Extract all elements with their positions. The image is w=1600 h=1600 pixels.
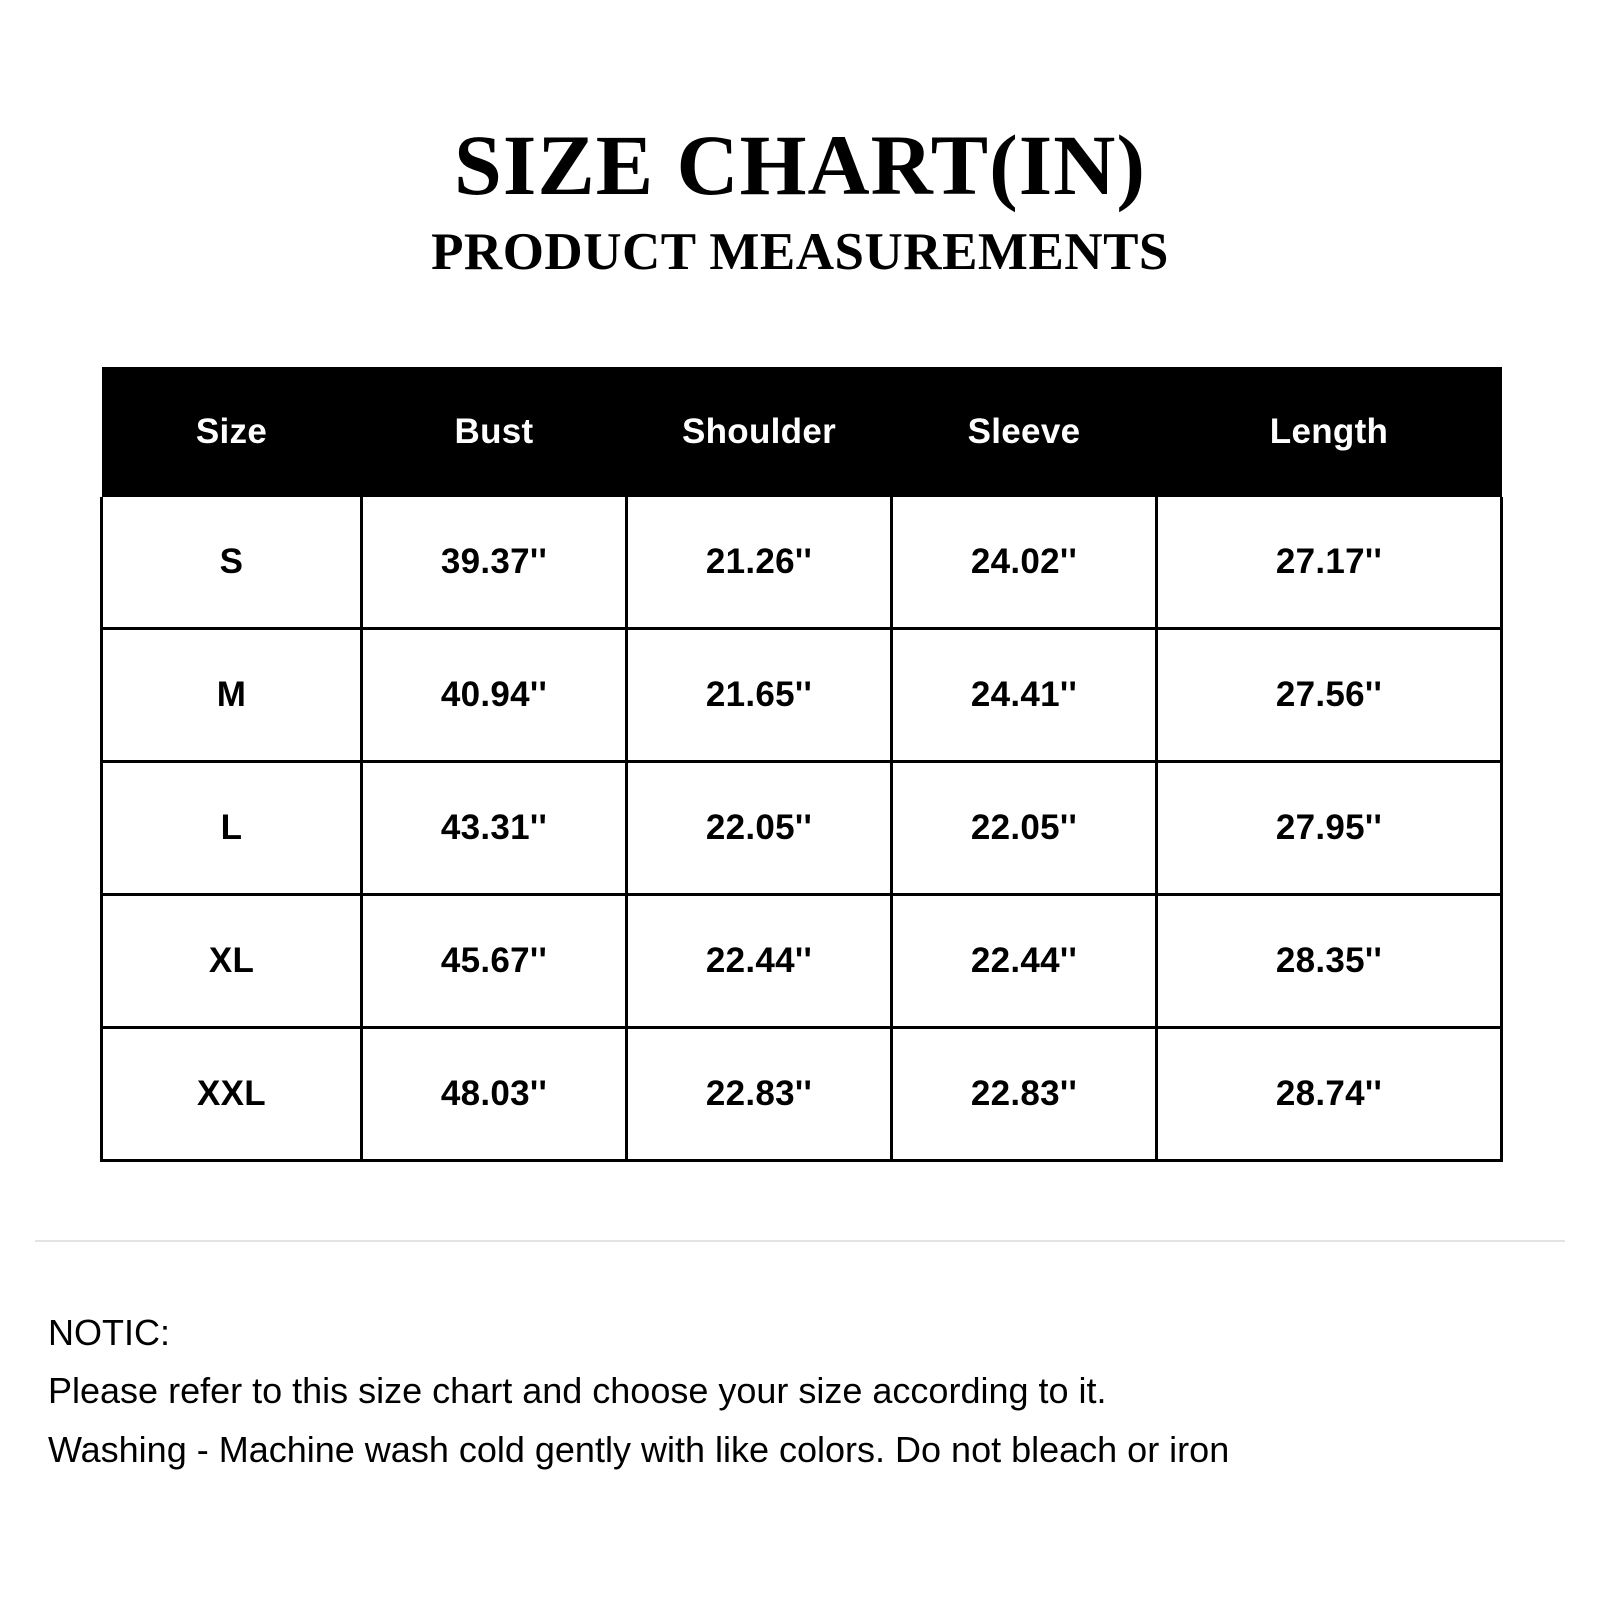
page-subtitle: PRODUCT MEASUREMENTS bbox=[431, 223, 1169, 281]
column-header-size: Size bbox=[102, 367, 362, 497]
column-header-shoulder: Shoulder bbox=[627, 367, 892, 497]
cell-length: 28.35'' bbox=[1157, 895, 1502, 1028]
cell-size: L bbox=[102, 762, 362, 895]
page-title: SIZE CHART(IN) bbox=[454, 117, 1146, 213]
notice-heading: NOTIC: bbox=[48, 1312, 170, 1353]
cell-size: M bbox=[102, 629, 362, 762]
cell-bust: 43.31'' bbox=[362, 762, 627, 895]
notice-line-1: Please refer to this size chart and choose your size according to it. bbox=[48, 1370, 1107, 1412]
cell-sleeve: 22.05'' bbox=[892, 762, 1157, 895]
cell-shoulder: 22.44'' bbox=[627, 895, 892, 1028]
cell-shoulder: 21.26'' bbox=[627, 497, 892, 629]
cell-shoulder: 21.65'' bbox=[627, 629, 892, 762]
cell-bust: 39.37'' bbox=[362, 497, 627, 629]
table-header bbox=[102, 367, 1502, 497]
cell-size: XL bbox=[102, 895, 362, 1028]
cell-length: 27.17'' bbox=[1157, 497, 1502, 629]
cell-sleeve: 24.41'' bbox=[892, 629, 1157, 762]
cell-length: 27.56'' bbox=[1157, 629, 1502, 762]
column-header-bust: Bust bbox=[362, 367, 627, 497]
size-chart-table-container bbox=[100, 279, 1500, 1162]
table-body bbox=[102, 497, 1502, 1161]
cell-sleeve: 24.02'' bbox=[892, 497, 1157, 629]
table-header-row bbox=[102, 367, 1502, 497]
cell-length: 27.95'' bbox=[1157, 762, 1502, 895]
column-header-length: Length bbox=[1157, 367, 1502, 497]
notice-block bbox=[0, 1242, 1600, 1479]
cell-shoulder: 22.83'' bbox=[627, 1028, 892, 1161]
cell-sleeve: 22.44'' bbox=[892, 895, 1157, 1028]
cell-size: S bbox=[102, 497, 362, 629]
table-row bbox=[102, 1028, 1502, 1161]
cell-bust: 48.03'' bbox=[362, 1028, 627, 1161]
size-chart-table bbox=[100, 367, 1503, 1162]
cell-length: 28.74'' bbox=[1157, 1028, 1502, 1161]
cell-size: XXL bbox=[102, 1028, 362, 1161]
cell-bust: 40.94'' bbox=[362, 629, 627, 762]
header-block bbox=[0, 0, 1600, 279]
column-header-sleeve: Sleeve bbox=[892, 367, 1157, 497]
cell-shoulder: 22.05'' bbox=[627, 762, 892, 895]
notice-line-2: Washing - Machine wash cold gently with like colors. Do not bleach or iron bbox=[48, 1428, 1230, 1470]
table-row bbox=[102, 895, 1502, 1028]
cell-sleeve: 22.83'' bbox=[892, 1028, 1157, 1161]
table-row bbox=[102, 629, 1502, 762]
table-row bbox=[102, 497, 1502, 629]
cell-bust: 45.67'' bbox=[362, 895, 627, 1028]
table-row bbox=[102, 762, 1502, 895]
